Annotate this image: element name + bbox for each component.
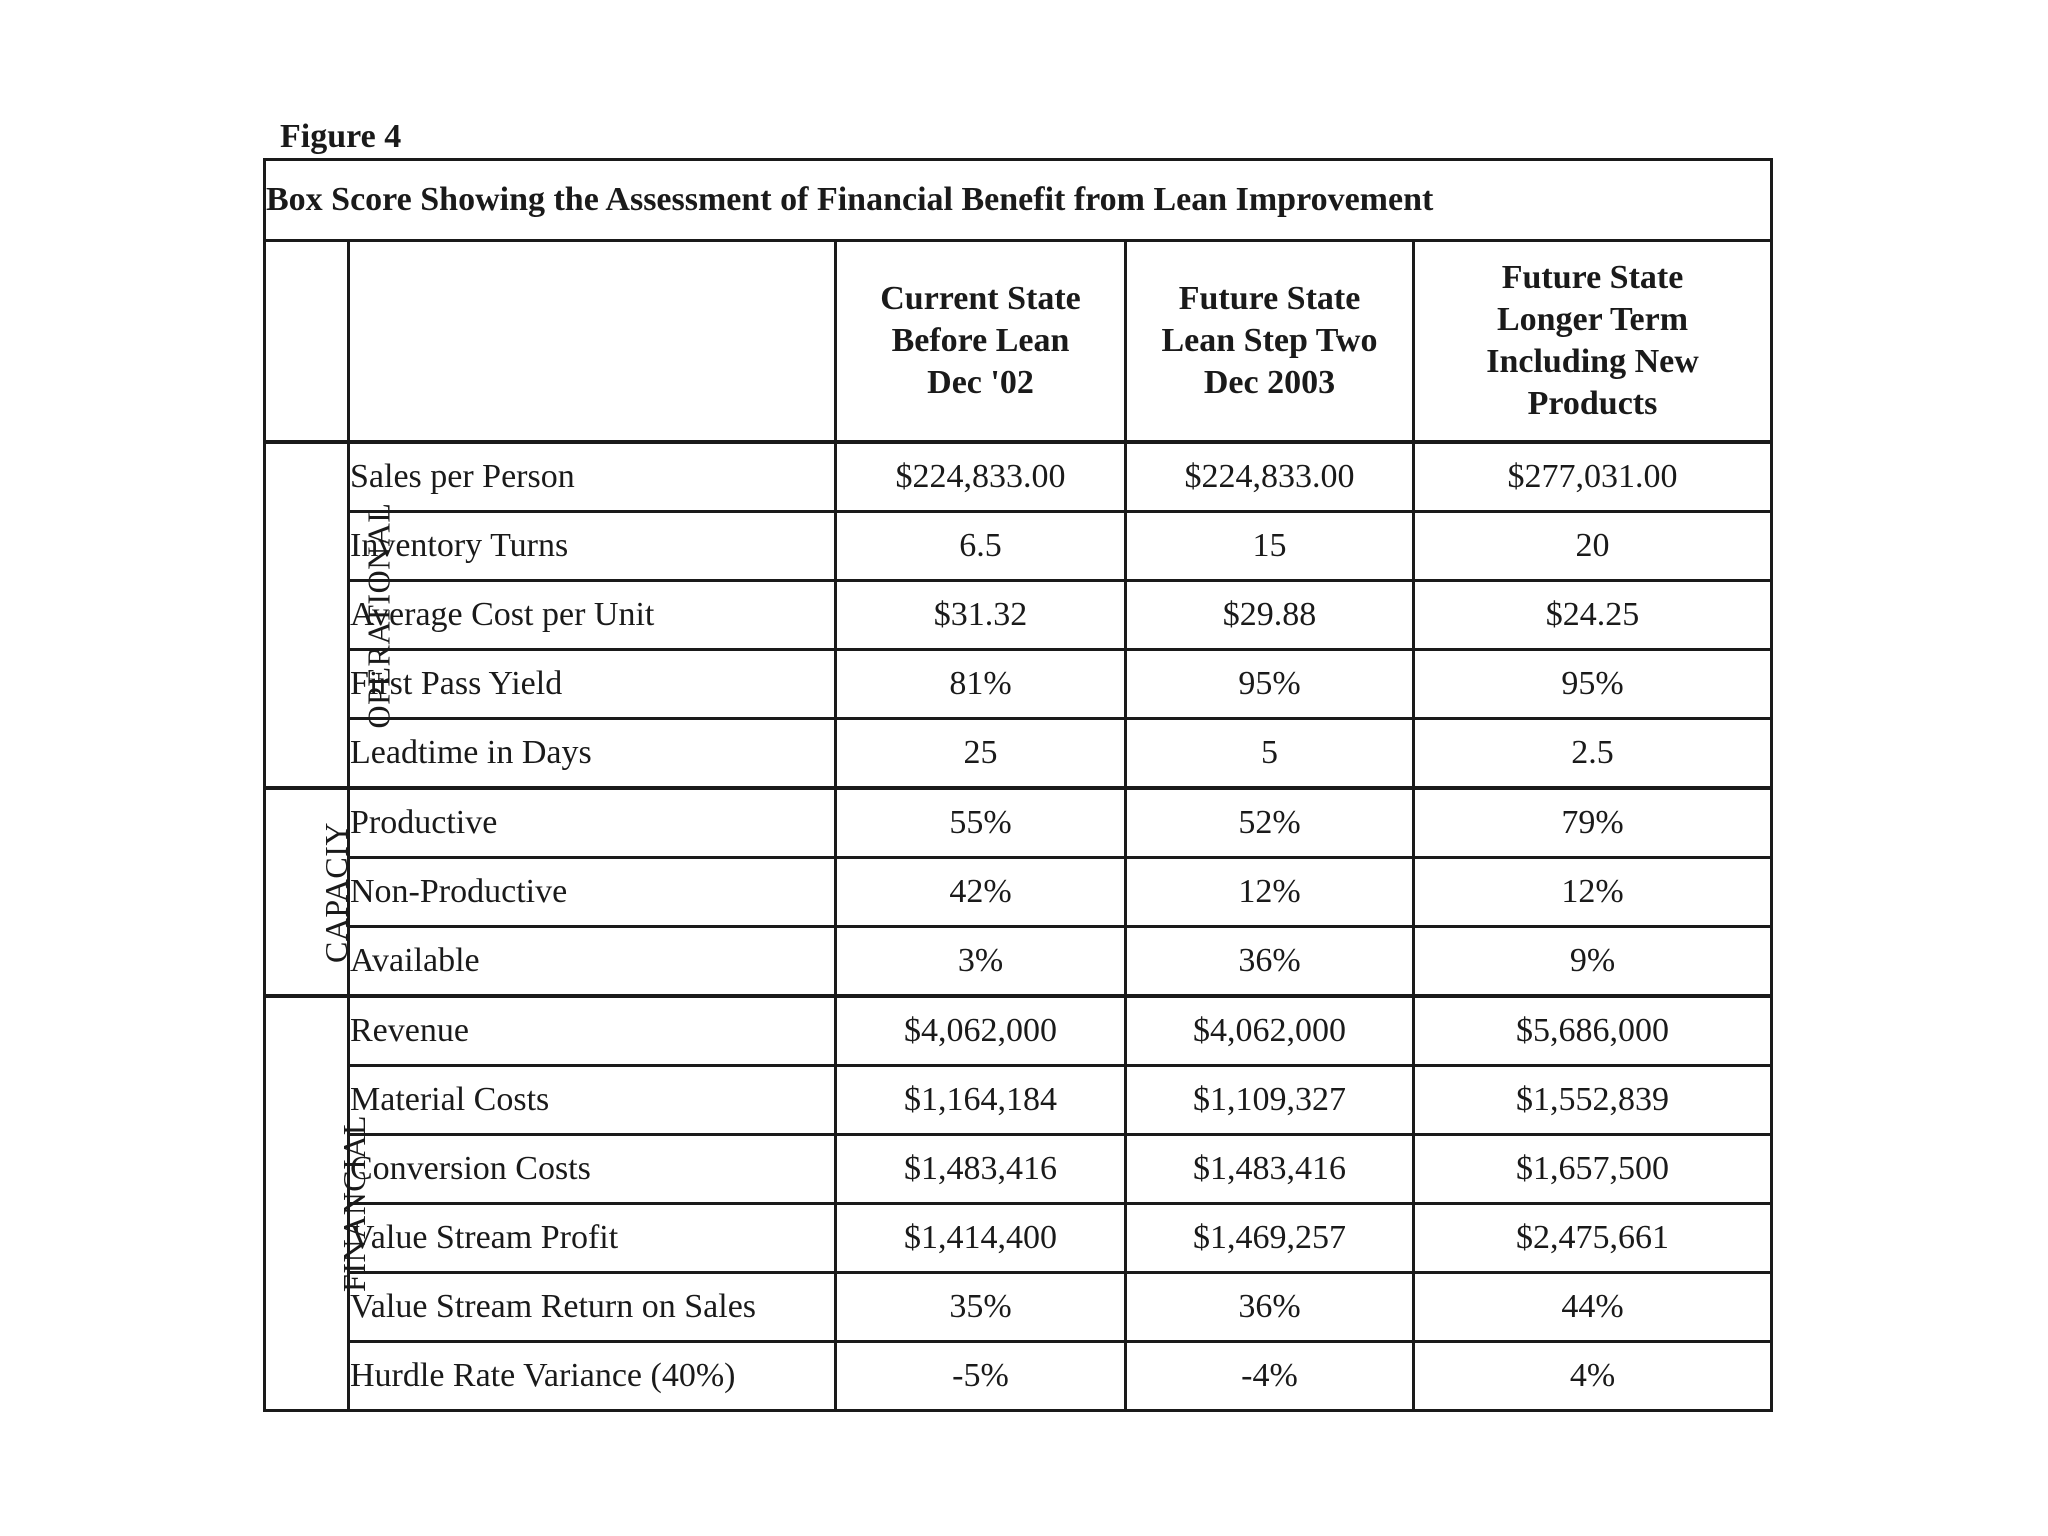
value-cell: $1,657,500 — [1414, 1135, 1772, 1204]
column-header-row — [265, 241, 1772, 443]
value-cell: 95% — [1414, 650, 1772, 719]
row-label: Non-Productive — [349, 858, 836, 927]
value-cell: $1,483,416 — [836, 1135, 1126, 1204]
row-label: Leadtime in Days — [349, 719, 836, 789]
table-row — [265, 512, 1772, 581]
table-row — [265, 719, 1772, 789]
value-cell: 20 — [1414, 512, 1772, 581]
value-cell: $277,031.00 — [1414, 442, 1772, 512]
value-cell: 95% — [1126, 650, 1414, 719]
section-header-blank — [265, 241, 349, 443]
table-row — [265, 650, 1772, 719]
table-row — [265, 858, 1772, 927]
value-cell: -4% — [1126, 1342, 1414, 1411]
table-row — [265, 1273, 1772, 1342]
section-label-operational: OPERATIONAL — [265, 442, 349, 788]
row-label: First Pass Yield — [349, 650, 836, 719]
value-cell: $4,062,000 — [836, 996, 1126, 1066]
row-label: Productive — [349, 788, 836, 858]
column-header-future-longer-term: Future State Longer Term Including New Products — [1414, 241, 1772, 443]
value-cell: 81% — [836, 650, 1126, 719]
table-row — [265, 442, 1772, 512]
value-cell: 35% — [836, 1273, 1126, 1342]
figure-label: Figure 4 — [280, 118, 402, 155]
value-cell: 5 — [1126, 719, 1414, 789]
value-cell: 3% — [836, 927, 1126, 997]
value-cell: -5% — [836, 1342, 1126, 1411]
section-label-capacity: CAPACIY — [265, 788, 349, 996]
row-label: Inventory Turns — [349, 512, 836, 581]
row-label: Material Costs — [349, 1066, 836, 1135]
column-header-future-step-two: Future State Lean Step Two Dec 2003 — [1126, 241, 1414, 443]
value-cell: 15 — [1126, 512, 1414, 581]
table-row — [265, 1066, 1772, 1135]
table-row — [265, 1204, 1772, 1273]
value-cell: 9% — [1414, 927, 1772, 997]
value-cell: 25 — [836, 719, 1126, 789]
value-cell: $2,475,661 — [1414, 1204, 1772, 1273]
table-row — [265, 1342, 1772, 1411]
value-cell: $29.88 — [1126, 581, 1414, 650]
label-header-blank — [349, 241, 836, 443]
value-cell: 44% — [1414, 1273, 1772, 1342]
section-label-financial: FINANCIAL — [265, 996, 349, 1411]
value-cell: 12% — [1414, 858, 1772, 927]
value-cell: $224,833.00 — [1126, 442, 1414, 512]
table-row — [265, 788, 1772, 858]
value-cell: 2.5 — [1414, 719, 1772, 789]
value-cell: $1,164,184 — [836, 1066, 1126, 1135]
row-label: Sales per Person — [349, 442, 836, 512]
value-cell: 36% — [1126, 1273, 1414, 1342]
table-row — [265, 581, 1772, 650]
row-label: Conversion Costs — [349, 1135, 836, 1204]
value-cell: $1,414,400 — [836, 1204, 1126, 1273]
value-cell: 42% — [836, 858, 1126, 927]
value-cell: 55% — [836, 788, 1126, 858]
row-label: Hurdle Rate Variance (40%) — [349, 1342, 836, 1411]
table-row — [265, 1135, 1772, 1204]
table-title: Box Score Showing the Assessment of Financial Benefit from Lean Improvement — [265, 160, 1772, 241]
value-cell: 6.5 — [836, 512, 1126, 581]
value-cell: $1,469,257 — [1126, 1204, 1414, 1273]
value-cell: $224,833.00 — [836, 442, 1126, 512]
value-cell: $1,109,327 — [1126, 1066, 1414, 1135]
value-cell: $1,552,839 — [1414, 1066, 1772, 1135]
value-cell: 79% — [1414, 788, 1772, 858]
table-row — [265, 996, 1772, 1066]
value-cell: $24.25 — [1414, 581, 1772, 650]
value-cell: 36% — [1126, 927, 1414, 997]
value-cell: $31.32 — [836, 581, 1126, 650]
column-header-current-state: Current State Before Lean Dec '02 — [836, 241, 1126, 443]
row-label: Average Cost per Unit — [349, 581, 836, 650]
table-title-row — [265, 160, 1772, 241]
value-cell: 52% — [1126, 788, 1414, 858]
row-label: Revenue — [349, 996, 836, 1066]
value-cell: $4,062,000 — [1126, 996, 1414, 1066]
row-label: Available — [349, 927, 836, 997]
value-cell: 12% — [1126, 858, 1414, 927]
row-label: Value Stream Profit — [349, 1204, 836, 1273]
value-cell: $5,686,000 — [1414, 996, 1772, 1066]
box-score-table — [263, 158, 1773, 1412]
table-row — [265, 927, 1772, 997]
value-cell: 4% — [1414, 1342, 1772, 1411]
value-cell: $1,483,416 — [1126, 1135, 1414, 1204]
row-label: Value Stream Return on Sales — [349, 1273, 836, 1342]
